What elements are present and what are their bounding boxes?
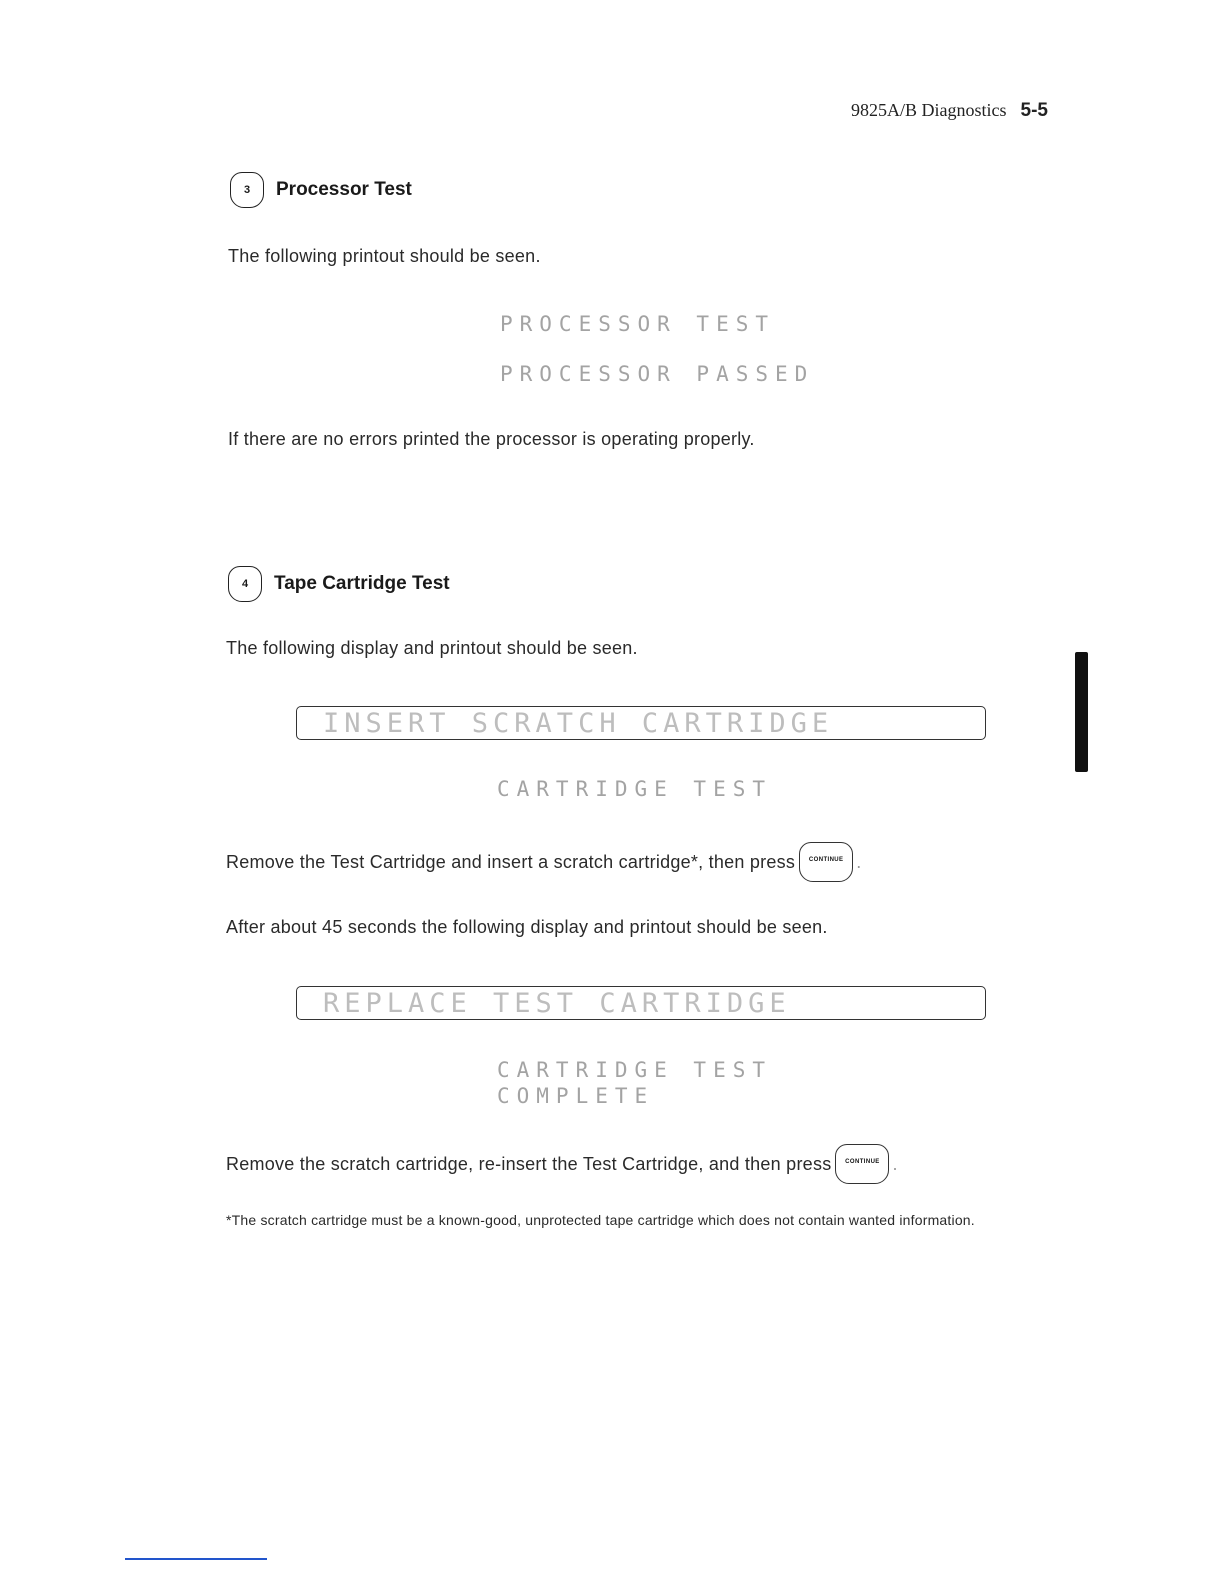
change-bar xyxy=(1075,652,1088,772)
running-header xyxy=(851,100,1048,122)
display-panel-insert xyxy=(296,706,986,740)
continue-key-icon xyxy=(835,1144,889,1184)
instruction-remove-test-cartridge: Remove the Test Cartridge and insert a scratch cartridge*, then press CONTINUE . xyxy=(226,842,861,882)
tape-test-intro: The following display and printout should be seen. xyxy=(226,638,638,658)
cartridge-printout-2-line-1: CARTRIDGE TEST xyxy=(497,1058,773,1082)
footnote: *The scratch cartridge must be a known-good, unprotected tape cartridge which does not contain wanted information. xyxy=(226,1212,975,1228)
display-text-replace: REPLACE TEST CARTRIDGE xyxy=(323,987,791,1019)
processor-test-intro: The following printout should be seen. xyxy=(228,246,541,266)
continue-key-icon xyxy=(799,842,853,882)
step-4-key-icon xyxy=(228,566,262,602)
processor-printout-line-1: PROCESSOR TEST xyxy=(500,312,776,336)
continue-key-label: CONTINUE xyxy=(808,857,844,863)
processor-printout-line-2: PROCESSOR PASSED xyxy=(500,362,815,386)
after-45-seconds-text: After about 45 seconds the following display and printout should be seen. xyxy=(226,917,828,937)
cartridge-printout-1: CARTRIDGE TEST xyxy=(497,777,773,801)
tape-test-title: Tape Cartridge Test xyxy=(274,573,450,594)
processor-test-note: If there are no errors printed the processor is operating properly. xyxy=(228,429,755,449)
continue-key-label: CONTINUE xyxy=(845,1159,880,1165)
instruction-2-text: Remove the scratch cartridge, re-insert the Test Cartridge, and then press xyxy=(226,1153,832,1174)
step-3-key-icon xyxy=(230,172,264,208)
instruction-1-text: Remove the Test Cartridge and insert a scratch cartridge*, then press xyxy=(226,851,796,872)
tape-test-heading xyxy=(228,566,450,602)
processor-test-title: Processor Test xyxy=(276,179,412,200)
header-title: 9825A/B Diagnostics xyxy=(851,100,1007,120)
page-number: 5-5 xyxy=(1020,100,1048,121)
step-4-label: 4 xyxy=(241,578,249,590)
display-text-insert: INSERT SCRATCH CARTRIDGE xyxy=(323,707,834,739)
processor-test-heading xyxy=(230,172,412,208)
instruction-reinsert-test-cartridge: Remove the scratch cartridge, re-insert the Test Cartridge, and then press CONTINUE . xyxy=(226,1144,898,1184)
bottom-rule xyxy=(125,1558,267,1560)
step-3-label: 3 xyxy=(243,184,251,196)
cartridge-printout-2-line-2: COMPLETE xyxy=(497,1084,655,1108)
display-panel-replace xyxy=(296,986,986,1020)
